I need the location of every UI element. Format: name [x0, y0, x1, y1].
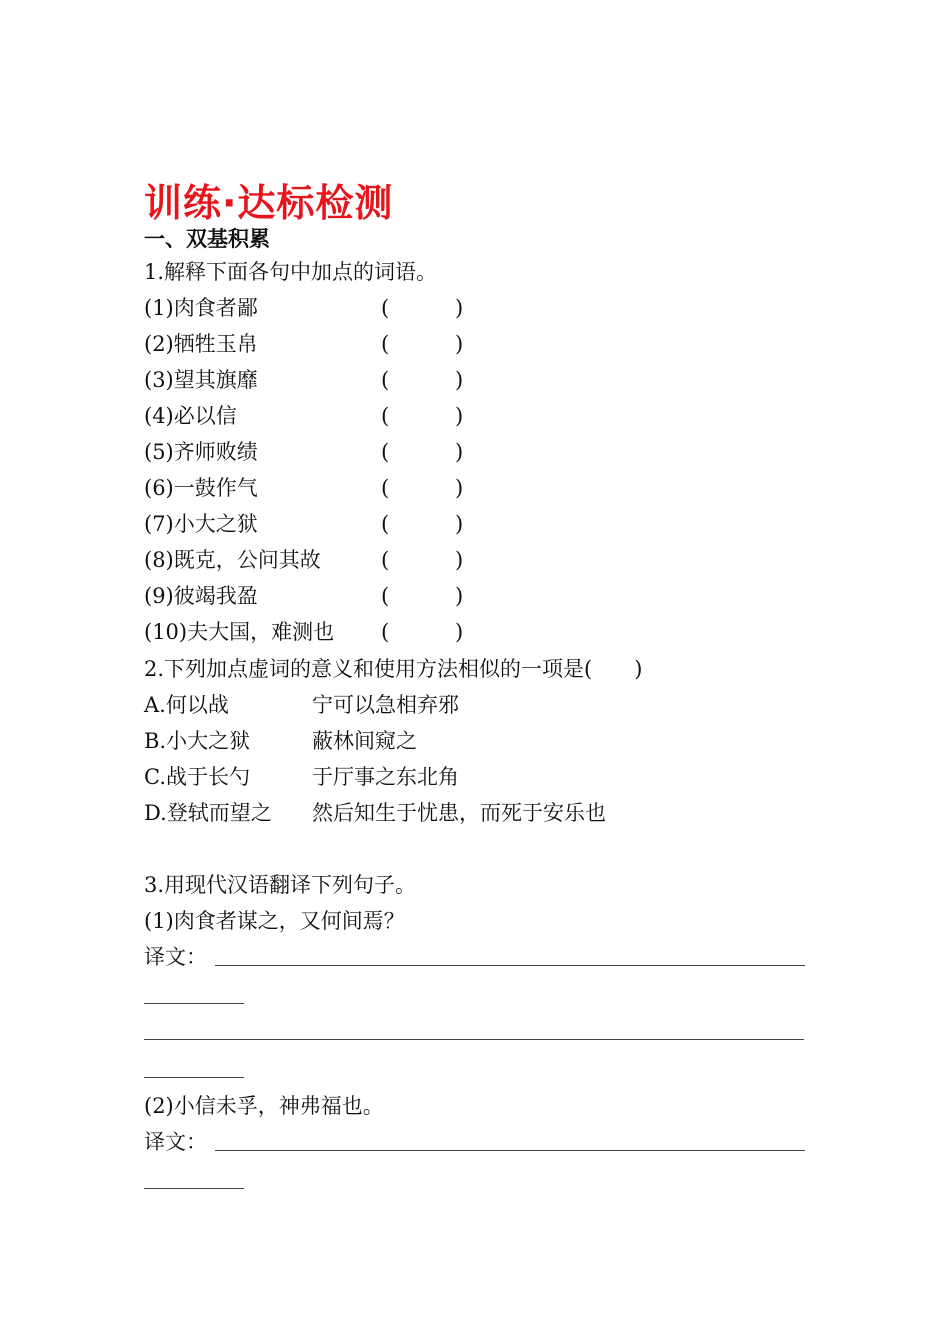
question-3-sentence-1: (1)肉食者谋之，又何间焉？: [144, 909, 405, 933]
question-1-item: (7)小大之狱: [144, 512, 258, 536]
answer-close-paren: ): [455, 476, 464, 500]
option-left[interactable]: D.登轼而望之: [144, 801, 272, 825]
answer-open-paren: (: [381, 476, 390, 500]
section-heading: 一、双基积累: [144, 227, 270, 251]
answer-blank[interactable]: [395, 402, 450, 430]
answer-open-paren: (: [381, 512, 390, 536]
answer-close-paren: ): [455, 296, 464, 320]
answer-blank[interactable]: [395, 582, 450, 610]
answer-close-paren: ): [455, 620, 464, 644]
answer-close-paren: ): [455, 548, 464, 572]
answer-close-paren: ): [455, 512, 464, 536]
answer-blank[interactable]: [395, 510, 450, 538]
question-1-item: (9)彼竭我盈: [144, 584, 258, 608]
answer-line[interactable]: [215, 965, 805, 966]
question-1-prompt: 1.解释下面各句中加点的词语。: [144, 260, 438, 284]
question-2-prompt: 2.下列加点虚词的意义和使用方法相似的一项是( ): [144, 657, 643, 681]
option-left[interactable]: A.何以战: [144, 693, 229, 717]
answer-blank[interactable]: [395, 294, 450, 322]
answer-open-paren: (: [381, 296, 390, 320]
translation-label-2: 译文：: [144, 1130, 207, 1154]
answer-close-paren: ): [455, 404, 464, 428]
answer-close-paren: ): [455, 332, 464, 356]
answer-open-paren: (: [381, 368, 390, 392]
question-1-item: (4)必以信: [144, 404, 237, 428]
option-left[interactable]: B.小大之狱: [144, 729, 251, 753]
answer-open-paren: (: [381, 548, 390, 572]
answer-blank[interactable]: [395, 546, 450, 574]
question-1-item: (2)牺牲玉帛: [144, 332, 258, 356]
answer-close-paren: ): [455, 584, 464, 608]
question-1-item: (8)既克，公问其故: [144, 548, 321, 572]
option-right: 宁可以急相弃邪: [312, 693, 459, 717]
answer-blank[interactable]: [395, 618, 450, 646]
question-1-item: (3)望其旗靡: [144, 368, 258, 392]
translation-label-1: 译文：: [144, 945, 207, 969]
answer-open-paren: (: [381, 440, 390, 464]
question-1-item: (10)夫大国，难测也: [144, 620, 335, 644]
answer-blank[interactable]: [395, 438, 450, 466]
answer-blank[interactable]: [395, 330, 450, 358]
answer-line[interactable]: [215, 1150, 805, 1151]
option-left[interactable]: C.战于长勺: [144, 765, 250, 789]
answer-close-paren: ): [455, 368, 464, 392]
option-right: 于厅事之东北角: [312, 765, 459, 789]
answer-open-paren: (: [381, 404, 390, 428]
question-1-item: (1)肉食者鄙: [144, 296, 258, 320]
answer-line[interactable]: [144, 1003, 244, 1004]
option-right: 然后知生于忧患，而死于安乐也: [312, 801, 606, 825]
answer-line[interactable]: [144, 1188, 244, 1189]
answer-blank[interactable]: [395, 366, 450, 394]
answer-line[interactable]: [144, 1039, 804, 1040]
answer-close-paren: ): [455, 440, 464, 464]
answer-line[interactable]: [144, 1077, 244, 1078]
answer-open-paren: (: [381, 332, 390, 356]
option-right: 蔽林间窥之: [312, 729, 417, 753]
answer-open-paren: (: [381, 620, 390, 644]
page-title: 训练·达标检测: [144, 181, 394, 225]
question-3-prompt: 3.用现代汉语翻译下列句子。: [144, 873, 417, 897]
answer-blank[interactable]: [395, 474, 450, 502]
question-1-item: (5)齐师败绩: [144, 440, 258, 464]
question-3-sentence-2: (2)小信未孚，神弗福也。: [144, 1094, 384, 1118]
answer-open-paren: (: [381, 584, 390, 608]
question-1-item: (6)一鼓作气: [144, 476, 258, 500]
